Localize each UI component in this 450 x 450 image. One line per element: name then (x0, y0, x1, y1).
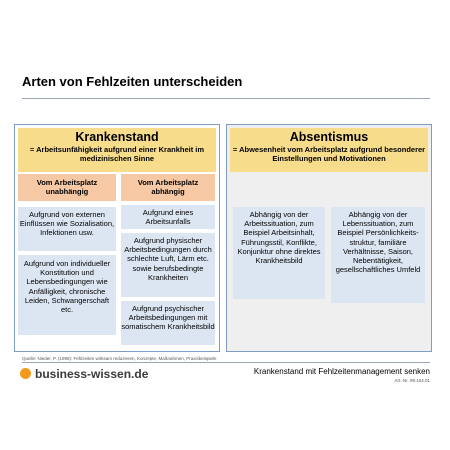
col-abhaengig-header: Vom Arbeitsplatz abhängig (121, 174, 215, 201)
krankenstand-heading: Krankenstand (75, 130, 159, 144)
krankenstand-header (18, 128, 216, 172)
krankenstand-panel (14, 124, 220, 352)
list-item: Aufgrund von externen Einflüssen wie Sozialisation, Infektionen usw. (18, 207, 116, 251)
list-item: Abhängig von der Lebenssituation, zum Beispiel Persönlichkeits-struktur, familiäre Verhältnisse, Saison, Nebentätigkeit, gesellschaftliches Umfeld (331, 207, 425, 303)
list-item: Abhängig von der Arbeitssituation, zum Beispiel Arbeitsinhalt, Führungsstil, Konflikte, Konjunktur ohne direktes Krankheitsbild (233, 207, 325, 299)
logo-text: business-wissen.de (35, 367, 149, 381)
source-note: Quelle: Nieder, P. (1998): Fehlzeiten wirksam reduzieren, Konzepte, Maßnahmen, Praxisbeispiele (22, 356, 217, 361)
top-divider (22, 98, 430, 99)
krankenstand-definition: = Arbeitsunfähigkeit aufgrund einer Krankheit im medizinischen Sinne (29, 145, 205, 163)
logo-dot-icon (20, 368, 31, 379)
list-item: Aufgrund von individueller Konstitution und Lebensbedingungen wie Anfälligkeit, chronische Leiden, Schwangerschaft etc. (18, 255, 116, 335)
article-number: Art.-Nr. 99.104.01 (394, 378, 430, 383)
list-item: Aufgrund eines Arbeitsunfalls (121, 205, 215, 229)
absentismus-heading: Absentismus (289, 130, 369, 144)
list-item: Aufgrund psychischer Arbeitsbedingungen mit somatischem Krankheitsbild (121, 301, 215, 345)
brand-logo (20, 367, 148, 381)
footer-title: Krankenstand mit Fehlzeitenmanagement senken (253, 367, 430, 376)
bottom-divider (22, 362, 430, 363)
col-unabhaengig-header: Vom Arbeitsplatz unabhängig (18, 174, 116, 201)
absentismus-panel (226, 124, 432, 352)
absentismus-definition: = Abwesenheit vom Arbeitsplatz aufgrund besonderer Einstellungen und Motivationen (232, 145, 426, 163)
page-title: Arten von Fehlzeiten unterscheiden (22, 74, 243, 89)
absentismus-header (230, 128, 428, 172)
list-item: Aufgrund physischer Arbeitsbedingungen durch schlechte Luft, Lärm etc. sowie berufsbedingte Krankheiten (121, 233, 215, 297)
